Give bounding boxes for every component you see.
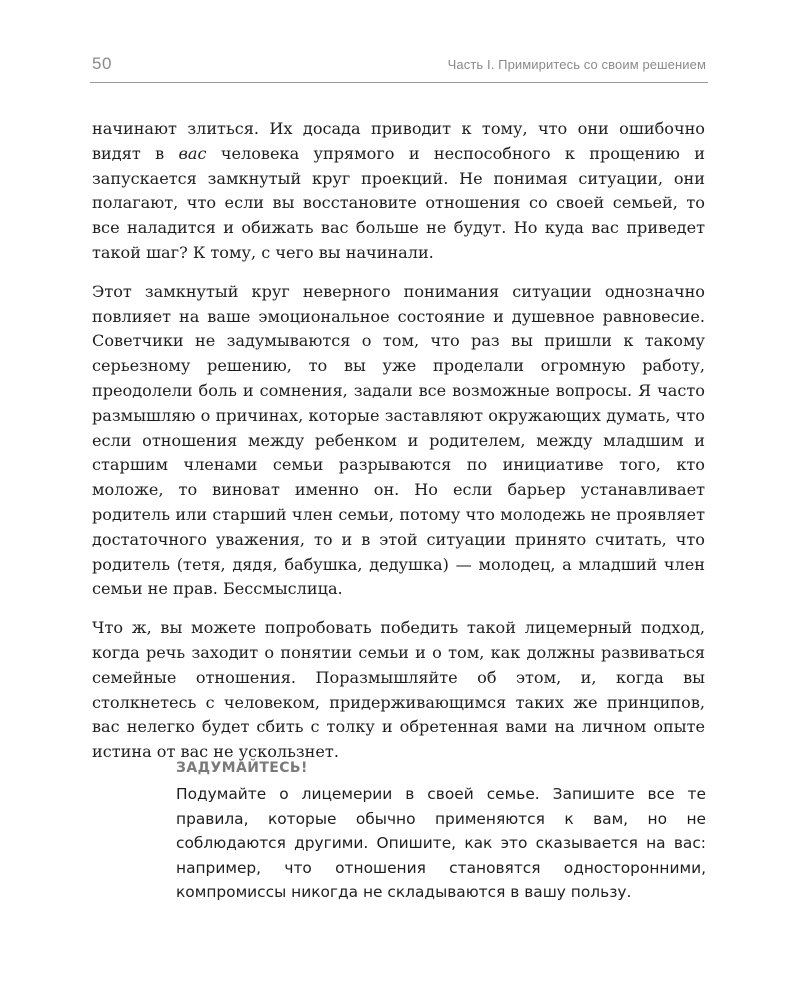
think-box-text: Подумайте о лицемерии в своей семье. Запишите все те правила, которые обычно применяются к вам, но не соблюдаются другими. Опишите, как это сказывается на вас: например, что отношения становятся односторонними, компромиссы никогда не складываются в вашу пользу.	[176, 785, 706, 901]
page-header	[92, 54, 706, 80]
header-rule	[90, 82, 708, 83]
main-text	[92, 117, 705, 779]
think-box-heading: ЗАДУМАЙТЕСЬ!	[176, 760, 308, 776]
think-box	[176, 760, 706, 905]
paragraph-3: Что ж, вы можете попробовать победить такой лицемерный подход, когда речь заходит о понятии семьи и о том, как должны развиваться семейные отношения. Поразмышляйте об этом, и, когда вы столкнетесь с человеком, придерживающимся таких же принципов, вас нелегко будет сбить с толку и обретенная вами на личном опыте истина от вас не ускользнет.	[92, 618, 705, 762]
paragraph-2: Этот замкнутый круг неверного понимания ситуации однозначно повлияет на ваше эмоциональное состояние и душевное равновесие. Советчики не задумываются о том, что раз вы пришли к такому серьезному решению, то вы уже проделали огромную работу, преодолели боль и сомнения, задали все возможные вопросы. Я часто размышляю о причинах, которые заставляют окружающих думать, что если отношения между ребенком и родителем, между младшим и старшим членами семьи разрываются по инициативе того, кто моложе, то виноват именно он. Но если барьер устанавливает родитель или старший член семьи, потому что молодежь не проявляет достаточного уважения, то и в этой ситуации принято считать, что родитель (тетя, дядя, бабушка, дедушка) — молодец, а младший член семьи не прав. Бессмыслица.	[92, 281, 705, 599]
paragraph-1-emphasis: вас	[178, 143, 207, 163]
paragraph-1-start: начинают злиться. Их досада приводит к тому, что они ошибочно видят в	[92, 119, 705, 163]
paragraph-1	[92, 117, 705, 266]
running-title: Часть I. Примиритесь со своим решением	[447, 57, 706, 72]
page-number: 50	[92, 54, 112, 73]
paragraph-1-end: человека упрямого и неспособного к прощению и запускается замкнутый круг проекций. Не понимая ситуации, они полагают, что если вы восстановите отношения со своей семьей, то все наладится и обижать вас больше не будут. Но куда вас приведет такой шаг? К тому, с чего вы начинали.	[92, 143, 705, 262]
